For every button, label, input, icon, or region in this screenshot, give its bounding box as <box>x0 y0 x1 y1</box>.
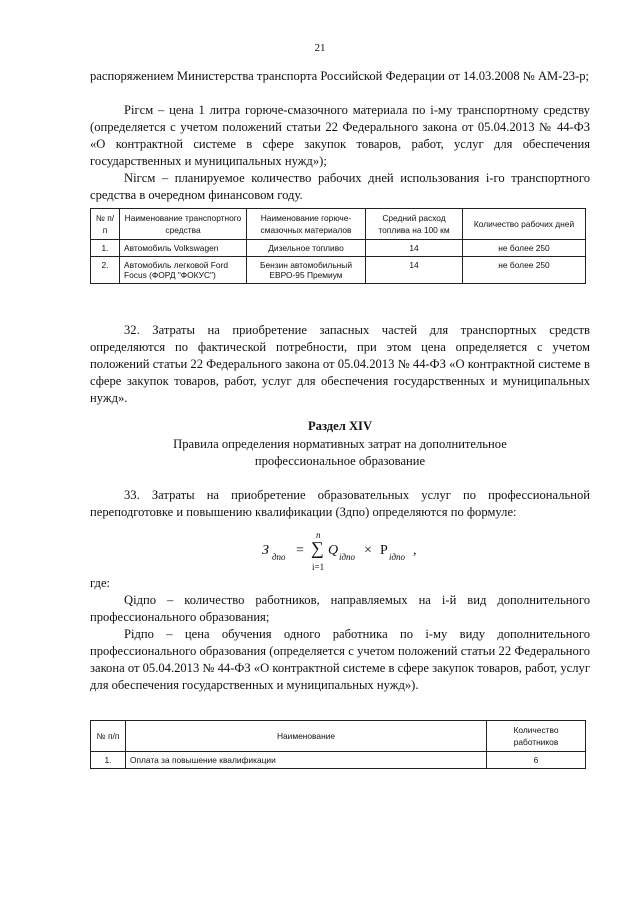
cell: Автомобиль Volkswagen <box>120 240 247 257</box>
formula-p: P <box>380 543 388 558</box>
formula-q-sub: iдпо <box>339 552 356 562</box>
col-vehicle: Наименование транспортного средства <box>120 209 247 240</box>
section-title: Раздел XIV <box>307 419 373 433</box>
col-fuel: Наименование горюче-смазочных материалов <box>247 209 366 240</box>
cell: не более 250 <box>463 240 586 257</box>
training-table <box>90 720 586 769</box>
cell: Автомобиль легковой Ford Focus (ФОРД "ФОКУС") <box>120 257 247 284</box>
section-subtitle-1: Правила определения нормативных затрат на дополнительное <box>173 437 507 451</box>
cell: 6 <box>487 752 586 769</box>
fuel-table <box>90 208 586 284</box>
formula-p-sub: iдпо <box>389 552 406 562</box>
col-count: Количество работников <box>487 721 586 752</box>
formula-comma: , <box>413 543 417 558</box>
cell: Бензин автомобильный ЕВРО-95 Премиум <box>247 257 366 284</box>
formula-equals: = <box>296 543 304 558</box>
section-subtitle-2: профессиональное образование <box>254 454 426 468</box>
formula-sum-top: n <box>316 530 321 540</box>
cell: Оплата за повышение квалификации <box>126 752 487 769</box>
cell: 14 <box>366 257 463 284</box>
cell: 1. <box>91 752 126 769</box>
formula-lhs: З <box>262 543 269 558</box>
formula <box>262 530 422 573</box>
cell: 1. <box>91 240 120 257</box>
where-label: где: <box>90 576 111 590</box>
formula-sum: ∑ <box>311 538 324 558</box>
cell: не более 250 <box>463 257 586 284</box>
p-definition: Piдпо – цена обучения одного работника по i-му виду дополнительного профессионального образования (определяется с учетом положений статьи 22 Федерального закона от 05.04.2013 № 44-ФЗ «О контрактной системе в сфере закупок товаров, работ, услуг для обеспечения государственных и муниципальных нужд»). <box>90 627 590 692</box>
table-header-row <box>91 721 586 752</box>
paragraph-32: 32. Затраты на приобретение запасных частей для транспортных средств определяются по фактической потребности, при этом цена определяется с учетом положений статьи 22 Федерального закона от 05.04.2013 № 44-ФЗ «О контрактной системе в сфере закупок товаров, работ, услуг для обеспечения государственных и муниципальных нужд». <box>90 323 590 405</box>
cell: 2. <box>91 257 120 284</box>
q-definition: Qiдпо – количество работников, направляемых на i-й вид дополнительного профессионального образования; <box>90 593 590 624</box>
col-number: № п/п <box>91 209 120 240</box>
col-number: № п/п <box>91 721 126 752</box>
paragraph-33: 33. Затраты на приобретение образовательных услуг по профессиональной переподготовке и повышению квалификации (Здпо) определяются по формуле: <box>90 488 590 519</box>
col-name: Наименование <box>126 721 487 752</box>
table-row <box>91 240 586 257</box>
cell: 14 <box>366 240 463 257</box>
table-row <box>91 752 586 769</box>
table-header-row <box>91 209 586 240</box>
page-number: 21 <box>314 42 326 54</box>
formula-lhs-sub: дпо <box>272 552 286 562</box>
formula-q: Q <box>328 543 339 558</box>
n-igsm-definition: Nігсм – планируемое количество рабочих дней использования і-го транспортного средства в очередном финансовом году. <box>90 171 590 202</box>
formula-sum-bottom: i=1 <box>312 562 325 572</box>
formula-times: × <box>364 543 372 558</box>
cell: Дизельное топливо <box>247 240 366 257</box>
col-consumption: Средний расход топлива на 100 км <box>366 209 463 240</box>
col-days: Количество рабочих дней <box>463 209 586 240</box>
p-igsm-definition: Pігсм – цена 1 литра горюче-смазочного материала по і-му транспортному средству (определяется с учетом положений статьи 22 Федерального закона от 05.04.2013 № 44-ФЗ «О контрактной системе в сфере закупок товаров, работ, услуг для обеспечения государственных и муниципальных нужд»); <box>90 103 590 168</box>
table-row <box>91 257 586 284</box>
intro-line: распоряжением Министерства транспорта Российской Федерации от 14.03.2008 № АМ-23-р; <box>90 69 590 83</box>
